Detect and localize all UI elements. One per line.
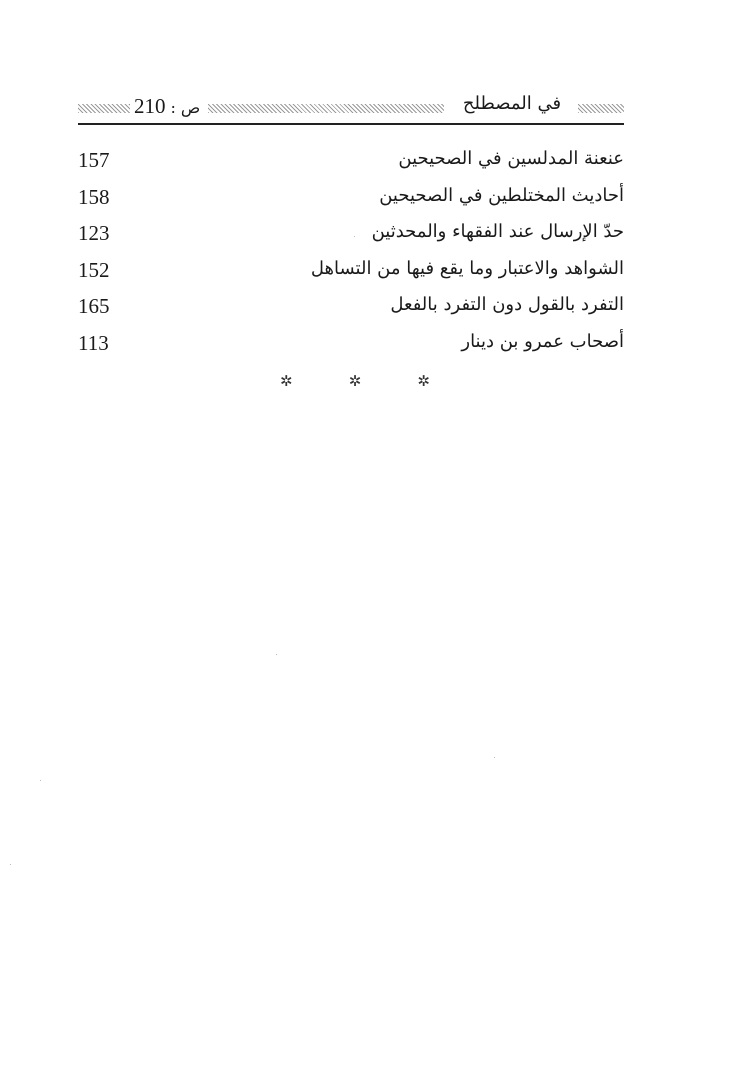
index-entry: [78, 217, 624, 254]
scan-speck: [276, 654, 277, 655]
scan-speck: [354, 236, 355, 237]
entry-page-number: 165: [78, 294, 110, 319]
entry-title: أحاديث المختلطين في الصحيحين: [379, 184, 624, 206]
scan-speck: [494, 757, 495, 758]
asterism-icon: ✲: [348, 372, 362, 390]
entry-page-number: 158: [78, 184, 110, 209]
header-rule: [78, 123, 624, 125]
asterism-icon: ✲: [280, 372, 293, 390]
header-hatch-left: [78, 104, 130, 113]
entry-page-number: 152: [78, 257, 110, 282]
index-entry: [78, 327, 624, 364]
index-entry: [78, 254, 624, 291]
scan-speck: [10, 864, 11, 865]
index-entry: [78, 181, 624, 218]
entry-page-number: 113: [78, 330, 109, 355]
header-page-label: ص: [180, 98, 201, 117]
header-title: في المصطلح: [462, 93, 562, 114]
running-header: [78, 92, 624, 126]
entry-title: أصحاب عمرو بن دينار: [461, 330, 624, 352]
entry-title: عنعنة المدلسين في الصحيحين: [398, 148, 624, 169]
entry-page-number: 157: [78, 148, 110, 172]
index-entry: [78, 290, 624, 327]
entry-title: الشواهد والاعتبار وما يقع فيها من التساهل: [310, 257, 624, 279]
entry-title: التفرد بالقول دون التفرد بالفعل: [390, 294, 624, 316]
header-separator: :: [170, 98, 176, 117]
entry-title: حدّ الإرسال عند الفقهاء والمحدثين: [371, 221, 624, 243]
entry-page-number: 123: [78, 221, 110, 246]
header-page-number: 210: [134, 94, 166, 118]
asterism-icon: ✲: [417, 372, 430, 390]
scan-speck: [40, 780, 41, 781]
header-page-ref: [134, 94, 206, 119]
header-hatch-right: [578, 104, 624, 113]
header-hatch-middle: [208, 104, 444, 113]
index-entries: [78, 144, 624, 364]
section-end-ornaments: [280, 372, 430, 390]
index-entry: [78, 144, 624, 181]
